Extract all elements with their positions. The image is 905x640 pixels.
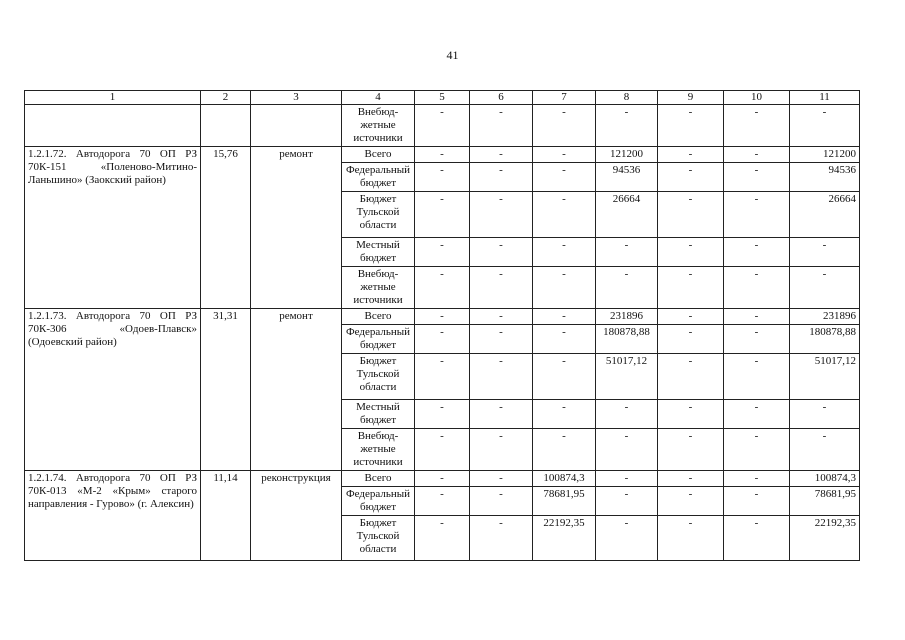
amount-cell: - xyxy=(533,354,596,400)
header-cell: 7 xyxy=(533,91,596,105)
amount-cell: - xyxy=(790,400,860,429)
amount-cell: - xyxy=(724,400,790,429)
amount-cell: - xyxy=(470,105,533,147)
amount-cell: - xyxy=(724,192,790,238)
amount-cell: - xyxy=(724,516,790,561)
amount-cell: - xyxy=(533,429,596,471)
amount-cell: - xyxy=(470,267,533,309)
header-cell: 4 xyxy=(342,91,415,105)
amount-cell: 26664 xyxy=(596,192,658,238)
funding-source-cell: Бюджет Тульской области xyxy=(342,516,415,561)
funding-source-cell: Бюджет Тульской области xyxy=(342,354,415,400)
amount-cell: - xyxy=(415,238,470,267)
table-row xyxy=(25,147,860,163)
amount-cell: - xyxy=(470,309,533,325)
header-cell: 5 xyxy=(415,91,470,105)
header-cell: 9 xyxy=(658,91,724,105)
amount-cell: - xyxy=(470,147,533,163)
amount-cell: - xyxy=(533,147,596,163)
header-cell: 2 xyxy=(201,91,251,105)
amount-cell: - xyxy=(415,400,470,429)
funding-source-cell: Внебюд-жетные источники xyxy=(342,105,415,147)
budget-table xyxy=(24,90,860,561)
page-number: 41 xyxy=(446,48,459,62)
amount-cell: 22192,35 xyxy=(790,516,860,561)
amount-cell: 180878,88 xyxy=(596,325,658,354)
amount-cell: - xyxy=(724,429,790,471)
header-cell: 11 xyxy=(790,91,860,105)
amount-cell: - xyxy=(596,429,658,471)
amount-cell: - xyxy=(470,325,533,354)
object-name-cell: 1.2.1.73. Автодорога 70 ОП РЗ 70К-306 «Одоев-Плавск» (Одоевский район) xyxy=(25,309,201,471)
funding-source-cell: Федеральный бюджет xyxy=(342,325,415,354)
amount-cell: - xyxy=(415,192,470,238)
length-cell: 15,76 xyxy=(201,147,251,309)
work-type-cell: реконструкция xyxy=(251,471,342,561)
amount-cell: - xyxy=(470,163,533,192)
amount-cell: - xyxy=(415,163,470,192)
amount-cell: - xyxy=(658,192,724,238)
amount-cell: - xyxy=(415,487,470,516)
amount-cell: - xyxy=(658,471,724,487)
funding-source-cell: Федеральный бюджет xyxy=(342,487,415,516)
amount-cell: - xyxy=(470,516,533,561)
amount-cell: 94536 xyxy=(596,163,658,192)
funding-source-cell: Федеральный бюджет xyxy=(342,163,415,192)
amount-cell: - xyxy=(724,471,790,487)
amount-cell: 100874,3 xyxy=(533,471,596,487)
amount-cell: - xyxy=(533,163,596,192)
amount-cell: - xyxy=(415,354,470,400)
header-row xyxy=(25,91,860,105)
amount-cell: 180878,88 xyxy=(790,325,860,354)
amount-cell: - xyxy=(470,400,533,429)
funding-source-cell: Внебюд-жетные источники xyxy=(342,429,415,471)
amount-cell: - xyxy=(724,147,790,163)
amount-cell: - xyxy=(470,354,533,400)
amount-cell: - xyxy=(533,192,596,238)
amount-cell: - xyxy=(658,238,724,267)
amount-cell: - xyxy=(415,516,470,561)
amount-cell: 121200 xyxy=(596,147,658,163)
amount-cell: - xyxy=(658,267,724,309)
amount-cell: - xyxy=(470,192,533,238)
amount-cell: - xyxy=(533,309,596,325)
amount-cell: - xyxy=(724,354,790,400)
funding-source-cell: Местный бюджет xyxy=(342,238,415,267)
amount-cell: - xyxy=(790,429,860,471)
work-type-cell: ремонт xyxy=(251,309,342,471)
length-cell: 11,14 xyxy=(201,471,251,561)
header-cell: 8 xyxy=(596,91,658,105)
amount-cell: - xyxy=(415,267,470,309)
amount-cell: - xyxy=(658,429,724,471)
amount-cell: 121200 xyxy=(790,147,860,163)
amount-cell: - xyxy=(724,309,790,325)
amount-cell: - xyxy=(658,516,724,561)
amount-cell: - xyxy=(596,516,658,561)
amount-cell: - xyxy=(596,238,658,267)
amount-cell: - xyxy=(658,325,724,354)
object-name-cell: 1.2.1.72. Автодорога 70 ОП РЗ 70К-151 «Поленово-Митино-Ланьшино» (Заокский район) xyxy=(25,147,201,309)
amount-cell: - xyxy=(533,238,596,267)
amount-cell: - xyxy=(596,267,658,309)
work-type-cell: ремонт xyxy=(251,147,342,309)
amount-cell: - xyxy=(533,325,596,354)
amount-cell: - xyxy=(658,309,724,325)
amount-cell: - xyxy=(658,354,724,400)
amount-cell: - xyxy=(724,325,790,354)
funding-source-cell: Местный бюджет xyxy=(342,400,415,429)
amount-cell: - xyxy=(790,238,860,267)
amount-cell: 231896 xyxy=(790,309,860,325)
amount-cell: - xyxy=(596,105,658,147)
amount-cell: - xyxy=(790,105,860,147)
header-cell: 10 xyxy=(724,91,790,105)
funding-source-cell: Всего xyxy=(342,309,415,325)
funding-source-cell: Внебюд-жетные источники xyxy=(342,267,415,309)
amount-cell: - xyxy=(533,267,596,309)
length-cell: 31,31 xyxy=(201,309,251,471)
amount-cell: - xyxy=(533,400,596,429)
amount-cell: 231896 xyxy=(596,309,658,325)
amount-cell: 94536 xyxy=(790,163,860,192)
object-name-cell: 1.2.1.74. Автодорога 70 ОП РЗ 70К-013 «М-2 «Крым» старого направления - Гурово» (г. Алексин) xyxy=(25,471,201,561)
header-cell: 1 xyxy=(25,91,201,105)
funding-source-cell: Всего xyxy=(342,471,415,487)
amount-cell: 22192,35 xyxy=(533,516,596,561)
amount-cell: - xyxy=(533,105,596,147)
amount-cell: - xyxy=(658,400,724,429)
empty-cell xyxy=(25,105,201,147)
table-row xyxy=(25,309,860,325)
amount-cell: - xyxy=(658,163,724,192)
funding-source-cell: Всего xyxy=(342,147,415,163)
amount-cell: - xyxy=(415,105,470,147)
empty-cell xyxy=(251,105,342,147)
amount-cell: 78681,95 xyxy=(790,487,860,516)
amount-cell: - xyxy=(724,238,790,267)
amount-cell: - xyxy=(724,487,790,516)
amount-cell: - xyxy=(415,325,470,354)
amount-cell: - xyxy=(658,105,724,147)
funding-source-cell: Бюджет Тульской области xyxy=(342,192,415,238)
amount-cell: - xyxy=(415,429,470,471)
amount-cell: - xyxy=(658,147,724,163)
amount-cell: - xyxy=(596,487,658,516)
amount-cell: 78681,95 xyxy=(533,487,596,516)
amount-cell: - xyxy=(415,147,470,163)
amount-cell: 100874,3 xyxy=(790,471,860,487)
empty-cell xyxy=(201,105,251,147)
amount-cell: 51017,12 xyxy=(596,354,658,400)
amount-cell: - xyxy=(724,267,790,309)
amount-cell: - xyxy=(470,471,533,487)
amount-cell: - xyxy=(724,163,790,192)
amount-cell: - xyxy=(724,105,790,147)
header-cell: 3 xyxy=(251,91,342,105)
amount-cell: - xyxy=(470,238,533,267)
amount-cell: - xyxy=(790,267,860,309)
amount-cell: - xyxy=(658,487,724,516)
amount-cell: - xyxy=(596,400,658,429)
amount-cell: - xyxy=(415,309,470,325)
amount-cell: - xyxy=(415,471,470,487)
amount-cell: - xyxy=(596,471,658,487)
table-row xyxy=(25,105,860,147)
amount-cell: - xyxy=(470,487,533,516)
table-row xyxy=(25,471,860,487)
header-cell: 6 xyxy=(470,91,533,105)
amount-cell: - xyxy=(470,429,533,471)
amount-cell: 26664 xyxy=(790,192,860,238)
amount-cell: 51017,12 xyxy=(790,354,860,400)
